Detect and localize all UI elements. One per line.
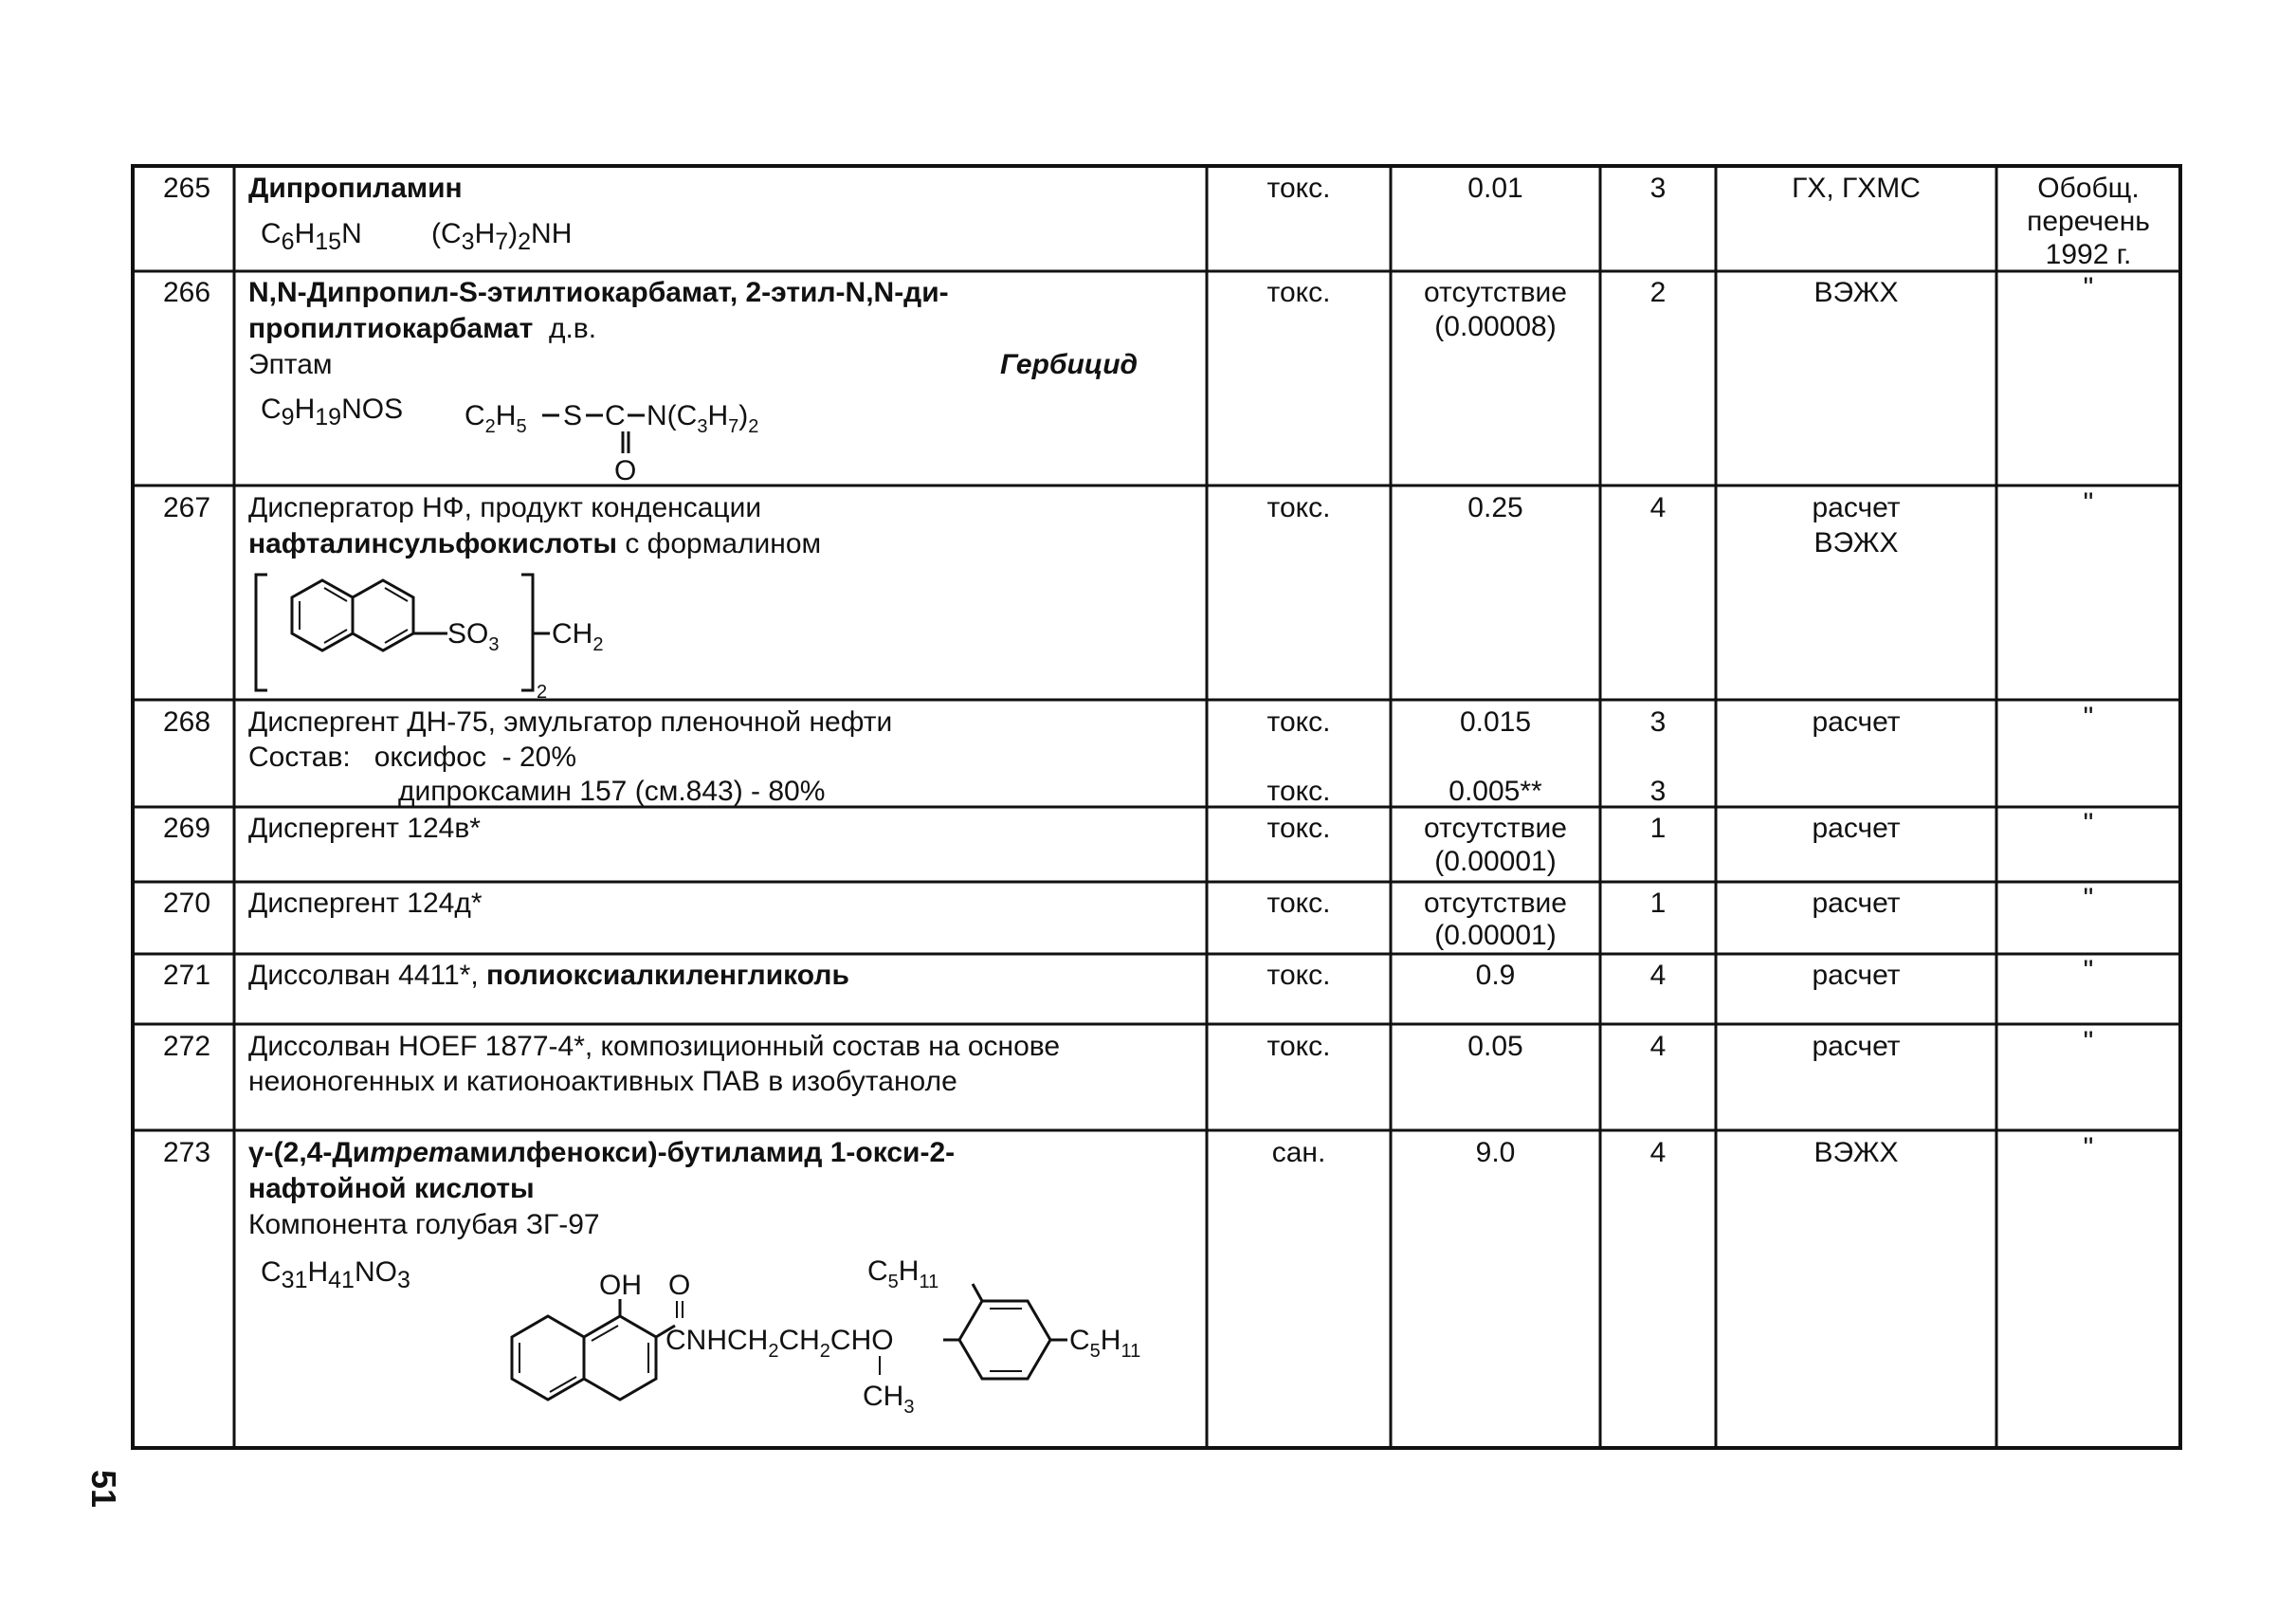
hazard-type: токс. xyxy=(1266,960,1331,991)
svg-text:SO3: $SO_3$ xyxy=(447,618,500,655)
svg-text:C2H5: $C_2H_5$ xyxy=(465,400,527,437)
hazard-type: токс. xyxy=(1266,277,1331,308)
hazard-type: токс. xyxy=(1266,813,1331,844)
hazard-type: токс. xyxy=(1266,173,1331,204)
limit-value: отсутствие xyxy=(1424,277,1567,308)
svg-text:CNHCH2CH2CHO: $CNHCH_2CH_2CHO$ xyxy=(665,1325,894,1362)
svg-text:OH: OH xyxy=(599,1270,642,1301)
source-ditto: " xyxy=(2083,883,2094,914)
svg-text:CH3: $CH_3$ xyxy=(863,1381,915,1418)
hazard-class: 2 xyxy=(1649,277,1667,308)
hazard-type: токс. xyxy=(1266,776,1331,807)
substance-name: Дипропиламин xyxy=(248,173,463,204)
analysis-method: расчет xyxy=(1812,492,1901,523)
page-number: 51 xyxy=(84,1470,123,1509)
limit-value: (0.00008) xyxy=(1434,311,1557,342)
substance-name: Диспергент 124в* xyxy=(248,813,481,844)
substance-name: Диссолван 4411*, полиоксиалкиленгликоль xyxy=(248,960,849,991)
limit-value: 0.015 xyxy=(1459,706,1532,738)
composition: дипроксамин 157 (см.843) - 80% xyxy=(398,776,826,807)
structure-266 xyxy=(465,389,825,484)
row-number: 272 xyxy=(162,1031,211,1062)
analysis-method: расчет xyxy=(1812,888,1901,919)
svg-text:CH2: $CH_2$ xyxy=(552,618,604,655)
substance-name: Диспергент ДН-75, эмульгатор пленочной нефти xyxy=(248,706,893,738)
row-number: 269 xyxy=(162,813,211,844)
source-ditto: " xyxy=(2083,955,2094,986)
limit-value: (0.00001) xyxy=(1434,846,1557,877)
svg-text:2: 2 xyxy=(537,682,548,700)
analysis-method: расчет xyxy=(1812,1031,1901,1062)
hazard-class: 3 xyxy=(1649,173,1667,204)
hazard-class: 3 xyxy=(1649,776,1667,807)
source: 1992 г. xyxy=(2045,239,2132,270)
limit-value: 0.01 xyxy=(1467,173,1523,204)
svg-text:C5H11: $C_5H_{11}$ xyxy=(1069,1325,1141,1362)
hazard-class: 4 xyxy=(1649,960,1667,991)
formula: $C_{31}H_{41}NO_3$ xyxy=(261,1256,410,1293)
row-number: 270 xyxy=(162,888,211,919)
row-number: 268 xyxy=(162,706,211,738)
source: Обобщ. xyxy=(2037,173,2140,204)
hazard-class: 4 xyxy=(1649,1031,1667,1062)
analysis-method: ВЭЖХ xyxy=(1813,1137,1899,1168)
hazard-type: токс. xyxy=(1266,888,1331,919)
trade-name: Эптам xyxy=(248,349,333,380)
hazard-type: токс. xyxy=(1266,1031,1331,1062)
hazard-type: сан. xyxy=(1271,1137,1326,1168)
source-ditto: " xyxy=(2083,487,2094,519)
substance-name: неионогенных и катионоактивных ПАВ в изобутаноле xyxy=(248,1066,957,1097)
substance-name: Диспергатор НФ, продукт конденсации xyxy=(248,492,762,523)
limit-value: 0.005** xyxy=(1449,776,1542,807)
svg-text:N(C3H7)2: $N(C_3H_7)_2$ xyxy=(647,400,759,437)
svg-text:C: C xyxy=(605,400,626,431)
analysis-method: расчет xyxy=(1812,960,1901,991)
formula: $C_6H_{15}N$ xyxy=(261,218,362,255)
substance-name: нафталинсульфокислоты с формалином xyxy=(248,528,822,559)
source: перечень xyxy=(2027,206,2150,237)
limit-value: 0.9 xyxy=(1475,960,1516,991)
source-ditto: " xyxy=(2083,808,2094,839)
row-number: 265 xyxy=(162,173,211,204)
svg-text:O: O xyxy=(614,455,637,484)
row-number: 271 xyxy=(162,960,211,991)
hazard-class: 4 xyxy=(1649,1137,1667,1168)
row-number: 273 xyxy=(162,1137,211,1168)
source-ditto: " xyxy=(2083,702,2094,733)
structure-273 xyxy=(465,1252,1166,1441)
row-number: 266 xyxy=(162,277,211,308)
analysis-method: ВЭЖХ xyxy=(1813,527,1899,559)
svg-text:O: O xyxy=(668,1270,691,1301)
hazard-class: 1 xyxy=(1649,813,1667,844)
hazard-type: токс. xyxy=(1266,706,1331,738)
source-ditto: " xyxy=(2083,272,2094,303)
svg-text:S: S xyxy=(563,400,583,431)
formula: $C_9H_{19}NOS$ xyxy=(261,394,404,430)
row-number: 267 xyxy=(162,492,211,523)
limit-value: (0.00001) xyxy=(1434,920,1557,951)
analysis-method: расчет xyxy=(1812,706,1901,738)
limit-value: отсутствие xyxy=(1424,888,1567,919)
formula: $(C_3H_7)_2NH$ xyxy=(431,218,573,255)
substance-name: нафтойной кислоты xyxy=(248,1173,535,1204)
substance-name: Диссолван HOEF 1877-4*, композиционный состав на основе xyxy=(248,1031,1061,1062)
substance-name: γ-(2,4-Дитретамилфенокси)-бутиламид 1-окси-2- xyxy=(248,1137,956,1168)
source-ditto: " xyxy=(2083,1132,2094,1163)
hazard-class: 4 xyxy=(1649,492,1667,523)
substance-name: Диспергент 124д* xyxy=(248,888,483,919)
limit-value: отсутствие xyxy=(1424,813,1567,844)
structure-267 xyxy=(248,567,665,700)
hazard-class: 1 xyxy=(1649,888,1667,919)
substance-name: N,N-Дипропил-S-этилтиокарбамат, 2-этил-N,N-ди- xyxy=(248,277,949,308)
limit-value: 9.0 xyxy=(1475,1137,1516,1168)
source-ditto: " xyxy=(2083,1026,2094,1057)
analysis-method: расчет xyxy=(1812,813,1901,844)
usage-category: Гербицид xyxy=(1000,349,1139,380)
analysis-method: ГХ, ГХМС xyxy=(1792,173,1921,204)
trade-name: Компонента голубая ЗГ-97 xyxy=(248,1209,600,1240)
analysis-method: ВЭЖХ xyxy=(1813,277,1899,308)
hazard-class: 3 xyxy=(1649,706,1667,738)
composition: Состав: оксифос - 20% xyxy=(248,742,577,773)
hazard-type: токс. xyxy=(1266,492,1331,523)
limit-value: 0.25 xyxy=(1467,492,1523,523)
limit-value: 0.05 xyxy=(1467,1031,1523,1062)
substance-name: пропилтиокарбамат д.в. xyxy=(248,313,597,344)
svg-text:C5H11: $C_5H_{11}$ xyxy=(867,1255,939,1292)
